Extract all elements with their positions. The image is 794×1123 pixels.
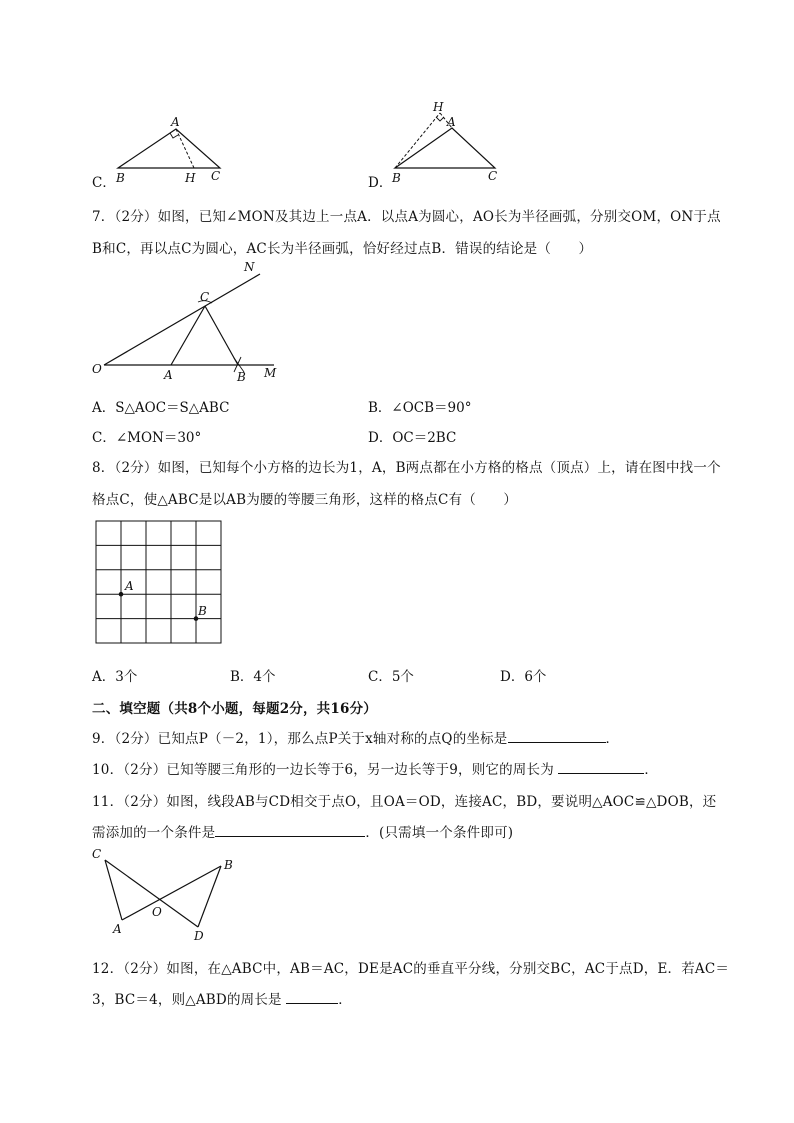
- label-c: C: [211, 169, 221, 183]
- q7-option-b: B．∠OCB＝90°: [368, 400, 472, 416]
- q10-line: [92, 758, 658, 778]
- q9-answer-blank[interactable]: [508, 728, 606, 743]
- point-a: [119, 592, 124, 597]
- ray-on: [104, 274, 260, 365]
- label-b: B: [392, 171, 401, 185]
- label-m: M: [264, 366, 277, 380]
- q12-text-pre: 3，BC＝4，则△ABD的周长是: [92, 992, 282, 1008]
- figure-q7: [88, 258, 288, 384]
- label-c: C: [200, 290, 210, 304]
- section-2-heading: 二、填空题（共8个小题，每题2分，共16分）: [92, 701, 377, 717]
- figure-q8-grid: [94, 519, 224, 647]
- q9-text: 9．（2分）已知点P（－2，1），那么点P关于x轴对称的点Q的坐标是: [92, 731, 508, 747]
- q7-option-d: D．OC＝2BC: [368, 430, 457, 446]
- altitude-ah: [176, 129, 194, 168]
- right-angle-mark: [436, 117, 444, 121]
- label-h: H: [433, 100, 444, 114]
- q8-option-c: C．5个: [368, 669, 414, 685]
- q7-option-a: A．S△AOC＝S△ABC: [92, 400, 230, 416]
- q7-option-c: C．∠MON＝30°: [92, 430, 202, 446]
- label-d: D: [194, 929, 204, 943]
- figure-option-c: [108, 112, 238, 188]
- label-b: B: [237, 370, 246, 384]
- label-o: O: [152, 905, 162, 919]
- option-d-label: D．: [368, 175, 393, 191]
- q8-line2: 格点C，使△ABC是以AB为腰的等腰三角形，这样的格点C有（ ）: [92, 492, 518, 508]
- label-b: B: [198, 604, 207, 618]
- q12-answer-blank[interactable]: [286, 989, 338, 1004]
- q8-line1: 8．（2分）如图，已知每个小方格的边长为1，A，B两点都在小方格的格点（顶点）上，请在图中找一个: [92, 460, 721, 476]
- segment-cb: [205, 306, 238, 365]
- label-c: C: [488, 169, 498, 183]
- label-a: A: [113, 922, 122, 936]
- segment-ab: [122, 866, 221, 920]
- label-h: H: [185, 171, 196, 185]
- q8-option-d: D．6个: [500, 669, 547, 685]
- q11-line2: [92, 821, 513, 841]
- figure-q11: [88, 844, 248, 944]
- label-a: A: [171, 115, 180, 129]
- q10-answer-blank[interactable]: [558, 759, 644, 774]
- q8-option-a: A．3个: [92, 669, 138, 685]
- label-o: O: [92, 362, 102, 376]
- segment-bd: [198, 866, 221, 927]
- triangle-abc: [118, 129, 220, 168]
- q11-text-pre: 需添加的一个条件是: [92, 825, 216, 841]
- q8-option-b: B．4个: [230, 669, 276, 685]
- label-a: A: [125, 579, 134, 593]
- q9-line: [92, 727, 619, 747]
- q12-line2: [92, 988, 352, 1008]
- label-b: B: [224, 858, 233, 872]
- q7-line1: 7．（2分）如图，已知∠MON及其边上一点A．以点A为圆心，AO长为半径画弧，分别交OM，ON于点: [92, 209, 721, 225]
- segment-ca: [105, 860, 122, 920]
- label-b: B: [116, 171, 125, 185]
- q11-line1: 11．（2分）如图，线段AB与CD相交于点O，且OA＝OD，连接AC，BD，要说明△AOC≌△DOB，还: [92, 794, 717, 810]
- right-angle-mark: [170, 133, 178, 138]
- q10-text: 10．（2分）已知等腰三角形的一边长等于6，另一边长等于9，则它的周长为: [92, 762, 554, 778]
- label-n: N: [244, 260, 255, 274]
- q10-end: ．: [644, 762, 659, 778]
- option-c-label: C．: [92, 175, 116, 191]
- q7-line2: B和C，再以点C为圆心，AC长为半径画弧，恰好经过点B．错误的结论是（ ）: [92, 241, 593, 257]
- label-a: A: [164, 368, 173, 382]
- q11-answer-blank[interactable]: [215, 822, 365, 837]
- q11-text-post: ．(只需填一个条件即可): [365, 825, 514, 841]
- label-c: C: [92, 847, 102, 861]
- q12-line1: 12．（2分）如图，在△ABC中，AB＝AC，DE是AC的垂直平分线，分别交BC，AC于点D，E．若AC＝: [92, 961, 730, 977]
- q9-end: ．: [605, 731, 620, 747]
- label-a: A: [447, 115, 456, 129]
- segment-ac: [171, 306, 205, 365]
- q12-text-post: ．: [338, 992, 352, 1008]
- triangle-abc: [395, 128, 495, 168]
- grid-lines: [96, 521, 221, 643]
- figure-option-d: [385, 98, 510, 190]
